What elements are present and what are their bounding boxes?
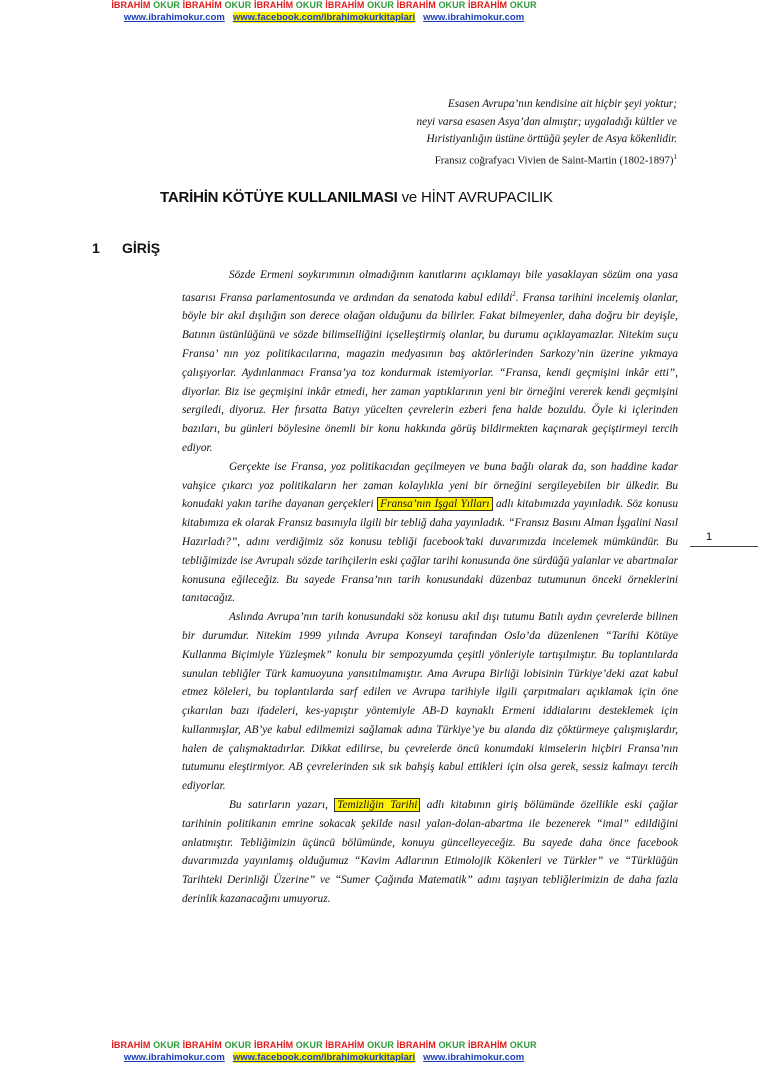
banner-name: OKUR [224,1040,252,1050]
banner-name: OKUR [153,1040,181,1050]
banner-name: İBRAHİM [325,1040,365,1050]
title-rest: ve HİNT AVRUPACILIK [397,189,553,206]
banner-name: OKUR [438,1040,466,1050]
paragraph-text: . Fransa tarihini incelemiş olanlar, böyle bir akıl dışılığın son derece olağan olduğunu da bilirler. Fakat bilmeyenler, daha doğru bir deyişle, Batının üstünlüğünü ve sözde bilimselliğini içselleştirmiş olanlar, bu durumu açıklayamazlar. Nitekim suçu Fransa’ nın yoz politikacılarına, magazin medyasının baş aktörlerinden Sarkozy’nin üzerine yıkmaya çalışıyorlar. Aydınlanmacı Fransa’ya toz kondurmak istemiyorlar. “Fransa, kendi geçmişini inkâr etti”, diyorlar. Biz ise geçmişini inkâr etmedi, her zaman yaptıklarının yeni bir örneğini vererek kendi geçmişini sergiledi, diyoruz. Her fırsatta Batıyı yücelten çevrelerin ezberi fena halde bozuldu. Öyle ki içlerinden bazıları, bu günleri böylesine önemli bir konu hakkında görüş bildirmekten kaçınarak geçiştirmeyi tercih ediyor. [182,291,678,454]
facebook-link[interactable]: www.facebook.com/ibrahimokurkitaplari [232,12,416,23]
website-link[interactable]: www.ibrahimokur.com [123,1052,225,1063]
banner-name: İBRAHİM [182,1040,222,1050]
paragraph [182,458,678,608]
page-number-rule [690,546,758,547]
footer-banner [0,1040,708,1064]
banner-name: İBRAHİM [253,1040,294,1050]
book-title-highlight: Fransa’nın İşgal Yılları [377,497,492,511]
epigraph-line: Esasen Avrupa’nın kendisine ait hiçbir şeyi yoktur; [447,98,677,110]
facebook-link[interactable]: www.facebook.com/ibrahimokurkitaplari [232,1052,416,1063]
banner-name: OKUR [509,0,537,10]
banner-name: OKUR [367,0,395,10]
banner-name: OKUR [224,0,252,10]
book-title-highlight: Temizliğin Tarihi [334,798,420,812]
paragraph-text: Aslında Avrupa’nın tarih konusundaki söz konusu akıl dışı tutumu Batılı aydın çevrelerde bilinen bir durumdur. Nitekim 1999 yılında Avrupa Konseyi tarafından Oslo’da düzenlenen “Tarihi Kötüye Kullanma Biçimiyle Yüzleşmek” konulu bir sempozyumda çeşitli yönleriyle tartışılmıştır. Bu toplantılarda sunulan tebliğler Türk kamuoyuna yansıtılmamıştır. Ama Avrupa Birliği lobisinin Türkiye’deki azat kabul etmez köleleri, bu toplantılarda sarf edilen ve Avrupa tarihiyle ilgili çarpıtmaları açıklamak için öne çıkarılan bazı ifadeleri, kes-yapıştır yöntemiyle AB-D kaynaklı Ermeni iddialarını desteklemek için kullanmışlar, AB’ye kabul edilmemizi sağlamak adına Türkiye’ye bu alanda diz çöktürmeye çalışmışlardır, halen de çalışmaktadırlar. Dikkat edilirse, bu çevrelerde öncü konumdaki kimselerin hiçbiri Fransa’nın tutumunu eleştirmiyor. AB çevrelerinden sık sık bahşiş kabul ettikleri için olsa gerek, sessiz kalmayı tercih ediyorlar. [182,611,678,793]
banner-name: OKUR [295,1040,323,1050]
banner-name: İBRAHİM [325,0,365,10]
paragraph-text: Gerçekte ise Fransa, yoz politikacıdan geçilmeyen ve buna bağlı olarak da, son haddine kadar vahşice çıkarcı yoz politikaların her zaman kolaylıkla yeni bir örneğini sergileyebilen bir ülkedir. Bu konudaki yakın tarihe dayanan gerçekleri [182,460,678,511]
body-text [182,266,678,909]
footnote-ref[interactable]: 1 [673,152,677,161]
paragraph [182,796,678,909]
banner-name: İBRAHİM [396,1040,436,1050]
paragraph-text: Bu satırların yazarı, [229,799,335,812]
paragraph-text: Sözde Ermeni soykırımının olmadığının kanıtlarını açıklamayı bile yasaklayan sözüm ona yasa tasarısı Fransa parlamentosunda ve ardından da senatoda kabul edildi [182,269,678,304]
title-bold: TARİHİN KÖTÜYE KULLANILMASI [160,189,398,206]
banner-names [0,0,708,11]
epigraph-attribution [355,149,677,170]
header-banner [0,0,708,24]
banner-name: İBRAHİM [396,0,436,10]
website-link[interactable]: www.ibrahimokur.com [123,12,225,23]
epigraph-line: neyi varsa esasen Asya’dan almıştır; uygaladığı kültler ve [416,115,677,128]
banner-name: OKUR [367,1040,395,1050]
website-link-2[interactable]: www.ibrahimokur.com [423,1052,525,1063]
banner-name: İBRAHİM [467,0,508,10]
banner-name: OKUR [153,0,181,10]
page-number: 1 [706,531,713,543]
banner-name: İBRAHİM [253,0,294,10]
footnote-ref[interactable]: 2 [512,289,516,298]
paragraph [182,608,678,796]
banner-name: İBRAHİM [182,0,222,10]
section-title: GİRİŞ [122,240,161,256]
paragraph [182,266,678,458]
epigraph [355,96,677,170]
banner-name: İBRAHİM [111,0,151,10]
attribution-text: Fransız coğrafyacı Vivien de Saint-Martin (1802-1897) [434,154,674,167]
banner-name: OKUR [438,0,466,10]
section-heading [92,240,160,256]
banner-names [0,1040,708,1051]
paragraph-text: adlı kitabının giriş bölümünde özellikle eski çağlar tarihinin politikanın emrine sokacak şekilde nasıl yalan-dolan-abartma ile bezenerek “imal” edildiğini anlatmıştır. Tebliğimizin üçüncü bölümünde, konuyu güncelleyeceğiz. Bu sayede daha önce facebook duvarımızda yayınlamış olduğumuz “Kavim Adlarının Etimolojik Kökenleri ve Türkler” ve “Türklüğün Tarihteki Derinliği Üzerine” ve “Sumer Çağında Matematik” adını taşıyan tebliğlerimizin de daha fazla derinlik kazanacağını umuyoruz. [182,799,678,906]
banner-name: OKUR [509,1040,537,1050]
epigraph-line: Hıristiyanlığın üstüne örttüğü şeyler de Asya kökenlidir. [426,133,677,145]
banner-name: İBRAHİM [467,1040,508,1050]
banner-name: OKUR [295,0,323,10]
paragraph-text: adlı kitabımızda yayınladık. Söz konusu kitabımıza ek olarak Fransız basınıyla ilgili bir tebliğ daha yayınladık. “Fransız Basını Alman İşgalini Nasıl Hazırladı?”, adını verdiğimiz söz konusu tebliği facebook’taki duvarımızda incelemek mümkündür. Bu tebliğimizde ise Avrupalı sözde tarihçilerin eski çağlar tarihi konusunda öne sürdüğü yalanlar ve abartmalar konusuna eğileceğiz. Bu sayede Fransa’nın tarih konusundaki düzenbaz tutumunun önceki örneklerini tanıtacağız. [182,498,678,605]
website-link-2[interactable]: www.ibrahimokur.com [423,12,525,23]
section-number: 1 [92,240,100,256]
banner-name: İBRAHİM [111,1040,151,1050]
page-title [160,189,553,206]
